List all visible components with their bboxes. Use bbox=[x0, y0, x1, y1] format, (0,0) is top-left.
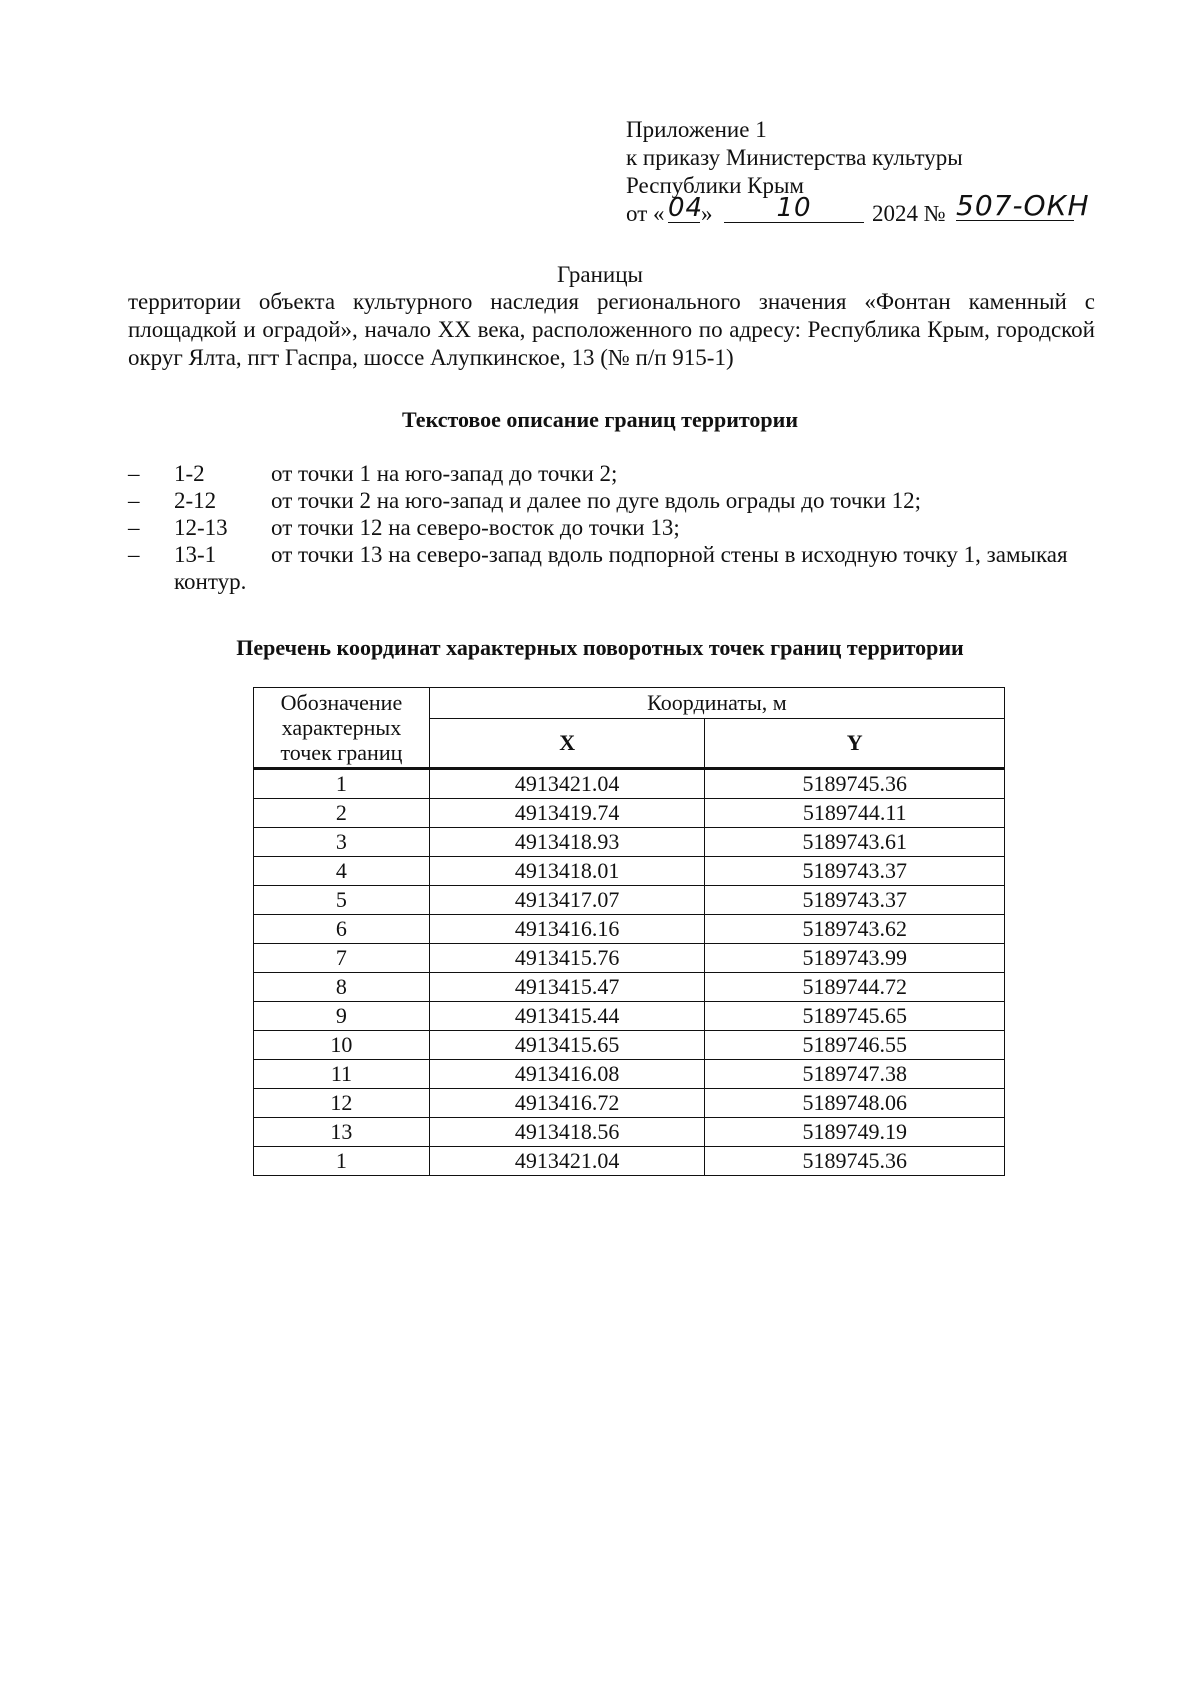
coordinates-heading: Перечень координат характерных поворотных точек границ территории bbox=[236, 635, 964, 660]
appendix-line-2: к приказу Министерства культуры bbox=[626, 145, 963, 170]
date-prefix: от « bbox=[626, 201, 665, 226]
point-cell: 5 bbox=[254, 886, 430, 915]
table-row bbox=[254, 915, 1005, 944]
table-row bbox=[254, 1002, 1005, 1031]
x-cell: 4913418.93 bbox=[429, 828, 705, 857]
segment-text: от точки 1 на юго-запад до точки 2; bbox=[271, 461, 618, 486]
document-title: Границы bbox=[557, 262, 643, 287]
order-date-line bbox=[626, 189, 1090, 230]
y-cell: 5189743.62 bbox=[705, 915, 1005, 944]
date-year: 2024 № bbox=[872, 201, 946, 226]
list-item bbox=[128, 541, 1118, 595]
y-cell: 5189743.37 bbox=[705, 886, 1005, 915]
appendix-block bbox=[626, 116, 1090, 230]
table-row bbox=[254, 857, 1005, 886]
y-cell: 5189748.06 bbox=[705, 1089, 1005, 1118]
list-dash: – bbox=[128, 515, 140, 540]
coordinates-table bbox=[253, 687, 1005, 1176]
x-cell: 4913415.44 bbox=[429, 1002, 705, 1031]
header-x: X bbox=[429, 719, 705, 769]
point-cell: 7 bbox=[254, 944, 430, 973]
point-cell: 11 bbox=[254, 1060, 430, 1089]
point-cell: 8 bbox=[254, 973, 430, 1002]
point-cell: 13 bbox=[254, 1118, 430, 1147]
segment-label: 12-13 bbox=[174, 515, 228, 540]
segment-label: 13-1 bbox=[174, 542, 217, 567]
point-cell: 6 bbox=[254, 915, 430, 944]
list-dash: – bbox=[128, 488, 140, 513]
y-cell: 5189743.37 bbox=[705, 857, 1005, 886]
segment-text: от точки 2 на юго-запад и далее по дуге вдоль ограды до точки 12; bbox=[271, 488, 922, 513]
segment-label: 1-2 bbox=[174, 461, 205, 486]
y-cell: 5189747.38 bbox=[705, 1060, 1005, 1089]
x-cell: 4913415.65 bbox=[429, 1031, 705, 1060]
y-cell: 5189743.99 bbox=[705, 944, 1005, 973]
date-quote-close: » bbox=[701, 201, 713, 226]
point-cell: 1 bbox=[254, 769, 430, 799]
header-coordinates: Координаты, м bbox=[429, 688, 1004, 719]
x-cell: 4913421.04 bbox=[429, 1147, 705, 1176]
table-row bbox=[254, 799, 1005, 828]
appendix-line-1: Приложение 1 bbox=[626, 117, 767, 142]
y-cell: 5189745.36 bbox=[705, 1147, 1005, 1176]
segment-text: от точки 12 на северо-восток до точки 13; bbox=[271, 515, 680, 540]
x-cell: 4913415.47 bbox=[429, 973, 705, 1002]
table-row bbox=[254, 1118, 1005, 1147]
point-cell: 2 bbox=[254, 799, 430, 828]
y-cell: 5189745.36 bbox=[705, 769, 1005, 799]
point-cell: 3 bbox=[254, 828, 430, 857]
x-cell: 4913415.76 bbox=[429, 944, 705, 973]
boundary-description-list bbox=[128, 460, 1118, 595]
table-row bbox=[254, 1089, 1005, 1118]
date-month: 10 bbox=[724, 194, 864, 223]
y-cell: 5189746.55 bbox=[705, 1031, 1005, 1060]
point-cell: 10 bbox=[254, 1031, 430, 1060]
x-cell: 4913416.08 bbox=[429, 1060, 705, 1089]
x-cell: 4913416.16 bbox=[429, 915, 705, 944]
order-number: 507-ОКН bbox=[956, 189, 1090, 222]
y-cell: 5189743.61 bbox=[705, 828, 1005, 857]
table-row bbox=[254, 1060, 1005, 1089]
y-cell: 5189744.11 bbox=[705, 799, 1005, 828]
header-point-name: Обозначение характерных точек границ bbox=[254, 688, 430, 769]
x-cell: 4913421.04 bbox=[429, 769, 705, 799]
list-item bbox=[128, 514, 1118, 541]
y-cell: 5189744.72 bbox=[705, 973, 1005, 1002]
table-row bbox=[254, 1031, 1005, 1060]
table-row bbox=[254, 769, 1005, 799]
text-description-heading: Текстовое описание границ территории bbox=[401, 407, 799, 432]
point-cell: 1 bbox=[254, 1147, 430, 1176]
date-day: 04 bbox=[668, 193, 704, 223]
x-cell: 4913418.56 bbox=[429, 1118, 705, 1147]
document-description: территории объекта культурного наследия регионального значения «Фонтан каменный с площадкой и оградой», начало XX века, расположенного по адресу: Республика Крым, городской округ Ялта, пгт Гаспра, шоссе Алупкинское, 13 (№ п/п 915-1) bbox=[128, 289, 1095, 370]
x-cell: 4913417.07 bbox=[429, 886, 705, 915]
list-item bbox=[128, 487, 1118, 514]
y-cell: 5189745.65 bbox=[705, 1002, 1005, 1031]
table-row bbox=[254, 886, 1005, 915]
point-cell: 9 bbox=[254, 1002, 430, 1031]
table-row bbox=[254, 973, 1005, 1002]
x-cell: 4913419.74 bbox=[429, 799, 705, 828]
appendix-line-3: Республики Крым bbox=[626, 173, 804, 198]
segment-text: от точки 13 на северо-запад вдоль подпорной стены в исходную точку 1, замыкая контур. bbox=[174, 542, 1068, 594]
table-row bbox=[254, 1147, 1005, 1176]
y-cell: 5189749.19 bbox=[705, 1118, 1005, 1147]
point-cell: 4 bbox=[254, 857, 430, 886]
header-y: Y bbox=[705, 719, 1005, 769]
list-dash: – bbox=[128, 542, 140, 567]
list-dash: – bbox=[128, 461, 140, 486]
x-cell: 4913416.72 bbox=[429, 1089, 705, 1118]
table-row bbox=[254, 828, 1005, 857]
x-cell: 4913418.01 bbox=[429, 857, 705, 886]
table-row bbox=[254, 944, 1005, 973]
segment-label: 2-12 bbox=[174, 488, 217, 513]
list-item bbox=[128, 460, 1118, 487]
point-cell: 12 bbox=[254, 1089, 430, 1118]
